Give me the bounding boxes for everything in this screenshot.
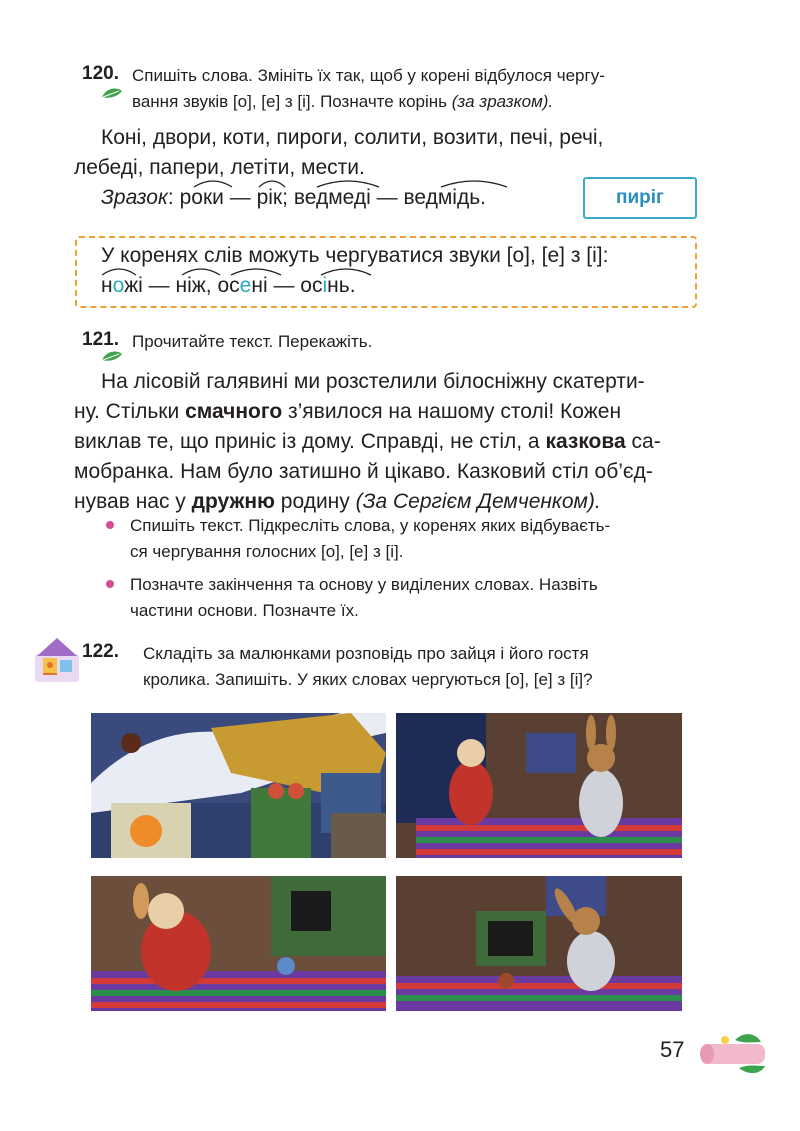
root-arc-mark bbox=[230, 266, 282, 276]
root-arc-mark bbox=[193, 178, 233, 188]
rule-examples: ножі — ніж, осені — осінь. bbox=[101, 274, 356, 297]
illustration-panel-4 bbox=[396, 876, 682, 1011]
root-arc-mark bbox=[258, 178, 286, 188]
bullet-icon bbox=[106, 521, 114, 529]
root-arc-mark bbox=[101, 266, 137, 276]
task2-line1: Позначте закінчення та основу у виділених словах. Назвіть bbox=[130, 575, 598, 594]
illustration-panel-1 bbox=[91, 713, 386, 858]
root-arc-mark bbox=[320, 266, 372, 276]
root-arc-mark bbox=[316, 178, 380, 188]
exercise-121-instruction: Прочитайте текст. Перекажіть. bbox=[132, 332, 373, 351]
text-paragraph-line5: нував нас у дружню родину (За Сергієм Демченком). bbox=[74, 490, 601, 513]
exercise-122-instruction-line1: Складіть за малюнками розповідь про зайця і його гостя bbox=[143, 644, 589, 663]
exercise-121-number: 121. bbox=[82, 329, 119, 350]
sample-word-rik: рік bbox=[256, 186, 283, 209]
task1-line2: ся чергування голосних [о], [е] з [і]. bbox=[130, 542, 404, 561]
task1-line1: Спишіть текст. Підкресліть слова, у коренях яких відбуваєть- bbox=[130, 516, 611, 535]
house-icon bbox=[33, 634, 81, 684]
illustration-panel-2 bbox=[396, 713, 682, 858]
exercise-120-words-line1: Коні, двори, коти, пироги, солити, возити, печі, речі, bbox=[101, 126, 604, 149]
root-arc-mark bbox=[440, 178, 508, 188]
sample-word-vedmid: ведмідь. bbox=[403, 186, 486, 209]
root-arc-mark bbox=[181, 266, 221, 276]
sample-word-vedmedi: ведмеді bbox=[293, 186, 371, 209]
exercise-120-instruction-line1: Спишіть слова. Змініть їх так, щоб у корені відбулося чергу- bbox=[132, 66, 605, 85]
exercise-120-instruction-line2: вання звуків [о], [е] з [і]. Позначте корінь (за зразком). bbox=[132, 92, 554, 111]
exercise-120-words-line2: лебеді, папери, летіти, мести. bbox=[74, 156, 365, 179]
scroll-flower-icon bbox=[695, 1030, 775, 1078]
word-box-pyrih: пиріг bbox=[583, 177, 697, 219]
text-paragraph-line1: На лісовій галявині ми розстелили білосніжну скатерти- bbox=[101, 370, 645, 393]
task2-line2: частини основи. Позначте їх. bbox=[130, 601, 359, 620]
leaf-icon bbox=[101, 350, 123, 362]
text-paragraph-line2: ну. Стільки смачного з’явилося на нашому столі! Кожен bbox=[74, 400, 622, 423]
sample-word-roky: роки bbox=[179, 186, 224, 209]
illustration-panel-3 bbox=[91, 876, 386, 1011]
exercise-120-number: 120. bbox=[82, 63, 119, 84]
bullet-icon bbox=[106, 580, 114, 588]
rule-line1: У коренях слів можуть чергуватися звуки [о], [е] з [і]: bbox=[101, 244, 609, 267]
exercise-120-sample: Зразок: роки — рік; ведмеді — ведмідь. bbox=[101, 186, 486, 209]
exercise-122-number: 122. bbox=[82, 641, 119, 662]
text-paragraph-line4: мобранка. Нам було затишно й цікаво. Казковий стіл об’єд- bbox=[74, 460, 653, 483]
exercise-122-instruction-line2: кролика. Запишіть. У яких словах чергуються [о], [е] з [і]? bbox=[143, 670, 593, 689]
leaf-icon bbox=[101, 87, 123, 99]
text-paragraph-line3: виклав те, що приніс із дому. Справді, не стіл, а казкова са- bbox=[74, 430, 661, 453]
page-number: 57 bbox=[660, 1037, 685, 1062]
